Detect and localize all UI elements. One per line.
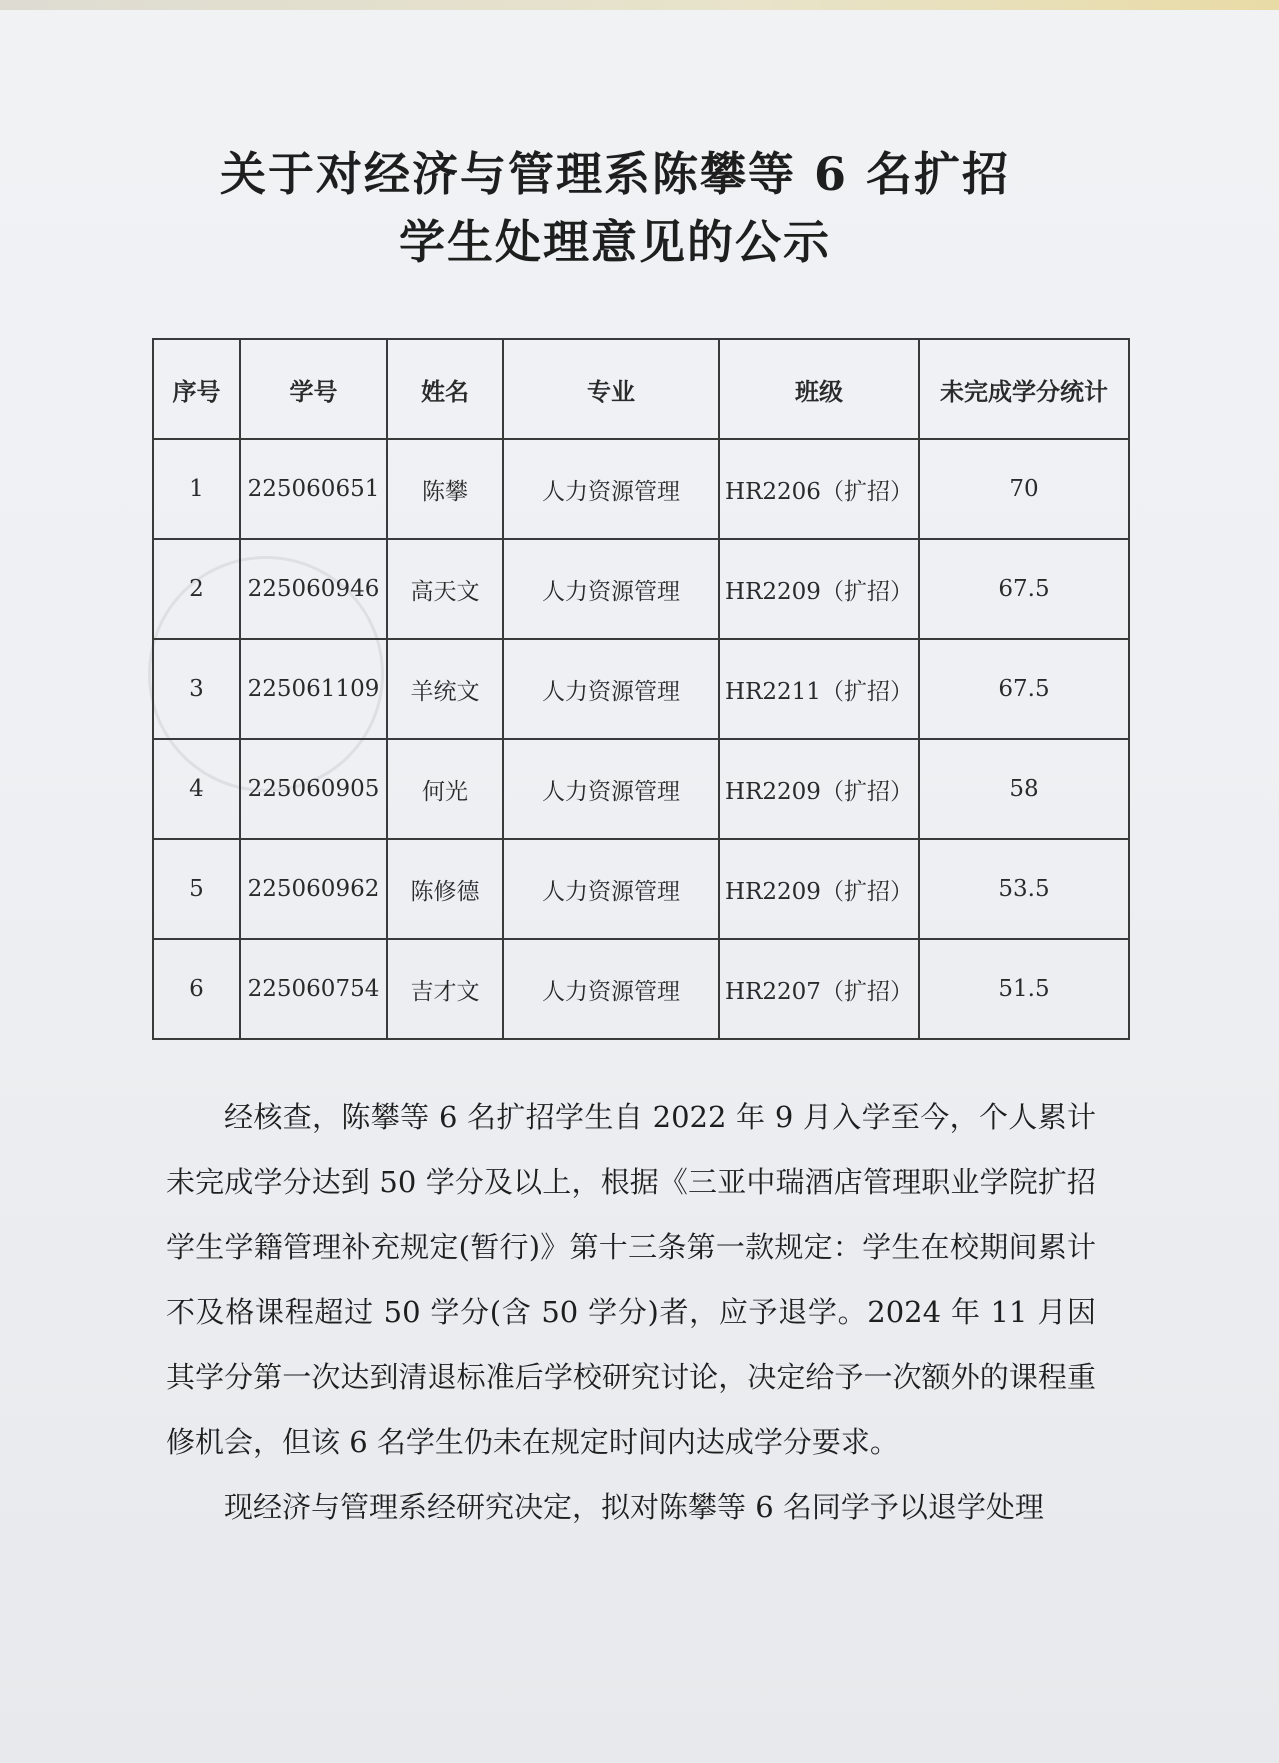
title-line-1: 关于对经济与管理系陈攀等 6 名扩招	[219, 147, 1011, 201]
table-row	[153, 439, 1129, 539]
cell-student-id: 225060754	[240, 939, 387, 1039]
cell-class: HR2209（扩招）	[719, 839, 919, 939]
cell-class: HR2209（扩招）	[719, 539, 919, 639]
table-row	[153, 839, 1129, 939]
notice-body	[166, 1085, 1096, 1540]
cell-credits: 51.5	[919, 939, 1129, 1039]
cell-name: 高天文	[387, 539, 503, 639]
cell-class: HR2207（扩招）	[719, 939, 919, 1039]
table-row	[153, 539, 1129, 639]
header-class: 班级	[719, 339, 919, 439]
cell-credits: 67.5	[919, 639, 1129, 739]
cell-index: 2	[153, 539, 240, 639]
header-uncompleted-credits: 未完成学分统计	[919, 339, 1129, 439]
student-table	[152, 338, 1128, 1016]
cell-student-id: 225060651	[240, 439, 387, 539]
header-index: 序号	[153, 339, 240, 439]
cell-student-id: 225061109	[240, 639, 387, 739]
cell-credits: 53.5	[919, 839, 1129, 939]
cell-credits: 70	[919, 439, 1129, 539]
cell-index: 1	[153, 439, 240, 539]
cell-class: HR2211（扩招）	[719, 639, 919, 739]
cell-index: 5	[153, 839, 240, 939]
table-row	[153, 939, 1129, 1039]
header-major: 专业	[503, 339, 719, 439]
cell-credits: 67.5	[919, 539, 1129, 639]
title-line-2: 学生处理意见的公示	[399, 215, 831, 269]
cell-name: 吉才文	[387, 939, 503, 1039]
cell-index: 4	[153, 739, 240, 839]
cell-major: 人力资源管理	[503, 439, 719, 539]
cell-credits: 58	[919, 739, 1129, 839]
table-row	[153, 739, 1129, 839]
cell-major: 人力资源管理	[503, 839, 719, 939]
document-title	[150, 140, 1080, 276]
cell-index: 3	[153, 639, 240, 739]
cell-student-id: 225060946	[240, 539, 387, 639]
body-paragraph-1: 经核查，陈攀等 6 名扩招学生自 2022 年 9 月入学至今，个人累计未完成学分达到 50 学分及以上，根据《三亚中瑞酒店管理职业学院扩招学生学籍管理补充规定(暂行)》第十三条第一款规定：学生在校期间累计不及格课程超过 50 学分(含 50 学分)者，应予退学。2024 年 11 月因其学分第一次达到清退标准后学校研究讨论，决定给予一次额外的课程重修机会，但该 6 名学生仍未在规定时间内达成学分要求。	[166, 1100, 1096, 1459]
cell-name: 何光	[387, 739, 503, 839]
cell-major: 人力资源管理	[503, 539, 719, 639]
cell-major: 人力资源管理	[503, 739, 719, 839]
cell-name: 陈修德	[387, 839, 503, 939]
table-row	[153, 639, 1129, 739]
cell-major: 人力资源管理	[503, 639, 719, 739]
header-name: 姓名	[387, 339, 503, 439]
header-student-id: 学号	[240, 339, 387, 439]
cell-name: 陈攀	[387, 439, 503, 539]
cell-index: 6	[153, 939, 240, 1039]
cell-name: 羊统文	[387, 639, 503, 739]
cell-class: HR2206（扩招）	[719, 439, 919, 539]
cell-student-id: 225060905	[240, 739, 387, 839]
body-paragraph-2: 现经济与管理系经研究决定，拟对陈攀等 6 名同学予以退学处理	[224, 1490, 1044, 1524]
table-header-row	[153, 339, 1129, 439]
page-top-edge	[0, 0, 1279, 10]
cell-major: 人力资源管理	[503, 939, 719, 1039]
cell-class: HR2209（扩招）	[719, 739, 919, 839]
cell-student-id: 225060962	[240, 839, 387, 939]
